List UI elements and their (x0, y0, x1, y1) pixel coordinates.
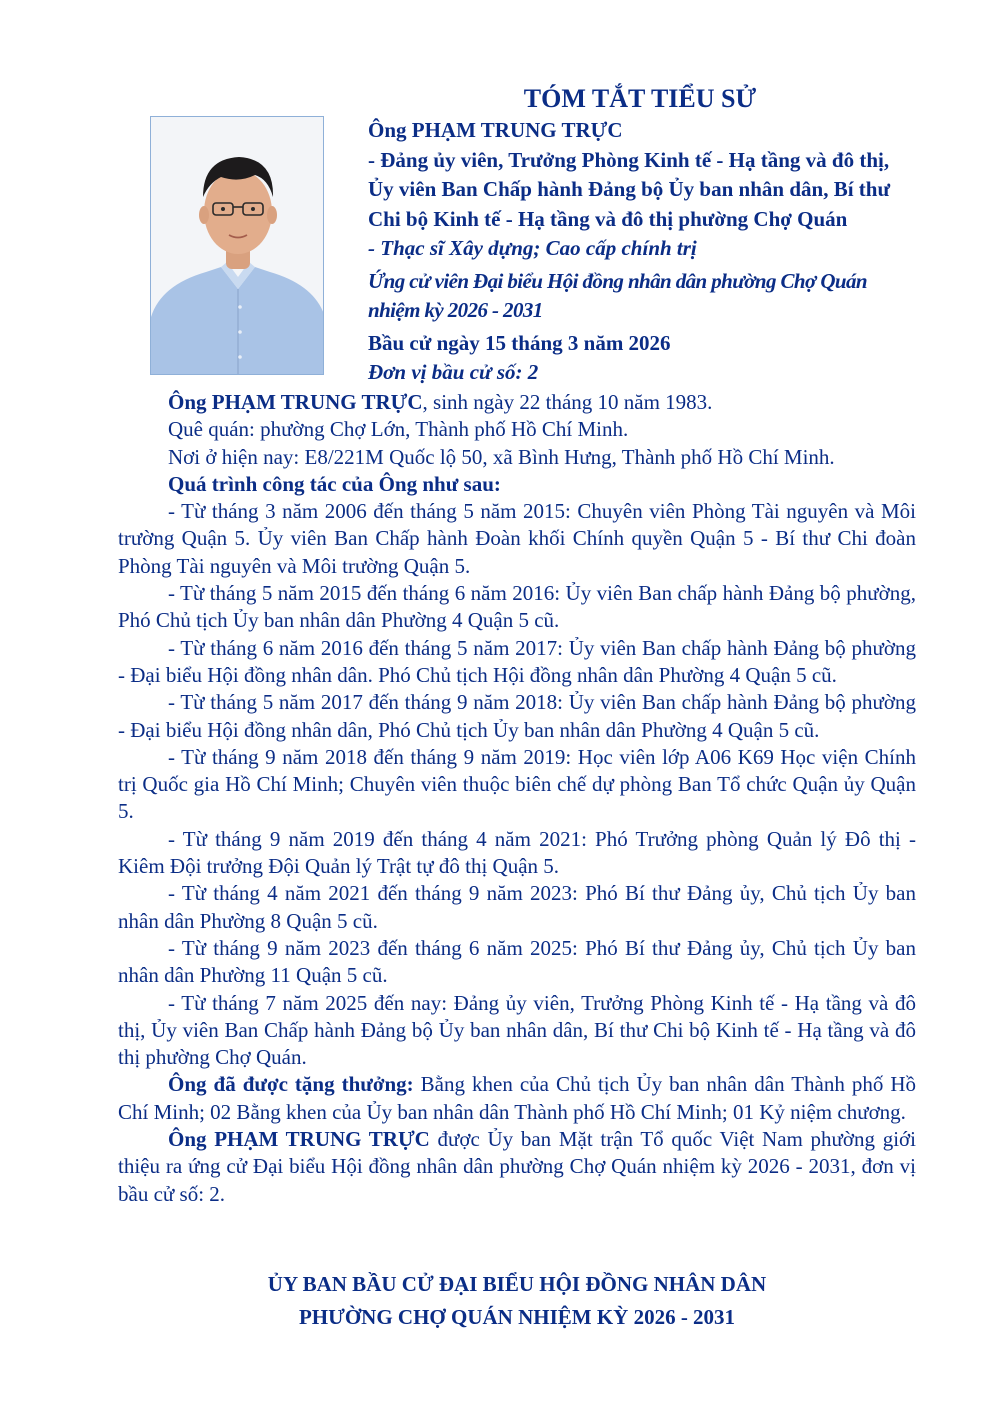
bio-birth (118, 389, 916, 416)
document-title: TÓM TẮT TIỂU SỬ (523, 84, 757, 113)
bio-birth-text: , sinh ngày 22 tháng 10 năm 1983. (422, 390, 713, 414)
nomination-text: được Ủy ban Mặt trận Tổ quốc Việt Nam phường giới thiệu ra ứng cử Đại biểu Hội đồng nhân dân phường Chợ Quán nhiệm kỳ 2026 - 2031, đơn vị bầu cử số: 2. (118, 1127, 916, 1206)
committee-line-1: ỦY BAN BẦU CỬ ĐẠI BIỂU HỘI ĐỒNG NHÂN DÂN (267, 1272, 767, 1296)
bio-residence: Nơi ở hiện nay: E8/221M Quốc lộ 50, xã Bình Hưng, Thành phố Hồ Chí Minh. (168, 444, 835, 469)
portrait-photo (150, 116, 324, 375)
awards-text: Bằng khen của Chủ tịch Ủy ban nhân dân Thành phố Hồ Chí Minh; 02 Bằng khen của Ủy ban nhân dân Thành phố Hồ Chí Minh; 01 Kỷ niệm chương. (118, 1072, 916, 1124)
biography-body (118, 389, 916, 1208)
electoral-district: Đơn vị bầu cử số: 2 (368, 360, 539, 384)
awards-heading: Ông đã được tặng thưởng: (168, 1072, 414, 1097)
election-date: Bầu cử ngày 15 tháng 3 năm 2026 (368, 330, 671, 355)
career-item: - Từ tháng 9 năm 2019 đến tháng 4 năm 2021: Phó Trưởng phòng Quản lý Đô thị - Kiêm Đội trưởng Đội Quản lý Trật tự đô thị Quận 5. (118, 826, 916, 879)
bio-hometown: Quê quán: phường Chợ Lớn, Thành phố Hồ Chí Minh. (168, 417, 629, 442)
career-item: - Từ tháng 7 năm 2025 đến nay: Đảng ủy viên, Trưởng Phòng Kinh tế - Hạ tầng và đô thị, Ủy viên Ban Chấp hành Đảng bộ Ủy ban nhân dân, Bí thư Chi bộ Kinh tế - Hạ tầng và đô thị phường Chợ Quán. (118, 990, 916, 1070)
career-item: - Từ tháng 9 năm 2018 đến tháng 9 năm 2019: Học viên lớp A06 K69 Học viện Chính trị Quốc gia Hồ Chí Minh; Chuyên viên thuộc biên chế dự phòng Ban Tổ chức Quận ủy Quận 5. (118, 744, 916, 824)
career-heading: Quá trình công tác của Ông như sau: (168, 471, 501, 496)
candidate-position: - Đảng ủy viên, Trưởng Phòng Kinh tế - Hạ tầng và đô thị, Ủy viên Ban Chấp hành Đảng bộ Ủy ban nhân dân, Bí thư Chi bộ Kinh tế - Hạ tầng và đô thị phường Chợ Quán (368, 147, 891, 231)
candidate-qualification: - Thạc sĩ Xây dựng; Cao cấp chính trị (368, 236, 697, 260)
career-item: - Từ tháng 3 năm 2006 đến tháng 5 năm 2015: Chuyên viên Phòng Tài nguyên và Môi trường Quận 5. Ủy viên Ban Chấp hành Đoàn khối Chính quyền Quận 5 - Bí thư Chi đoàn Phòng Tài nguyên và Môi trường Quận 5. (118, 499, 916, 578)
candidate-header (368, 116, 913, 388)
career-item: - Từ tháng 5 năm 2017 đến tháng 9 năm 2018: Ủy viên Ban chấp hành Đảng bộ phường - Đại biểu Hội đồng nhân dân, Phó Chủ tịch Ủy ban nhân dân Phường 4 Quận 5 cũ. (118, 690, 916, 742)
career-item: - Từ tháng 6 năm 2016 đến tháng 5 năm 2017: Ủy viên Ban chấp hành Đảng bộ phường - Đại biểu Hội đồng nhân dân. Phó Chủ tịch Hội đồng nhân dân Phường 4 Quận 5 cũ. (118, 635, 916, 687)
career-item: - Từ tháng 4 năm 2021 đến tháng 9 năm 2023: Phó Bí thư Đảng ủy, Chủ tịch Ủy ban nhân dân Phường 8 Quận 5 cũ. (118, 881, 916, 933)
career-item: - Từ tháng 9 năm 2023 đến tháng 6 năm 2025: Phó Bí thư Đảng ủy, Chủ tịch Ủy ban nhân dân Phường 11 Quận 5 cũ. (118, 935, 916, 988)
candidate-name: Ông PHẠM TRUNG TRỰC (368, 118, 623, 142)
candidacy-statement: Ứng cử viên Đại biểu Hội đồng nhân dân phường Chợ Quán nhiệm kỳ 2026 - 2031 (368, 268, 867, 322)
committee-line-2: PHƯỜNG CHỢ QUÁN NHIỆM KỲ 2026 - 2031 (298, 1305, 736, 1329)
awards-paragraph (118, 1071, 916, 1126)
bio-name: Ông PHẠM TRUNG TRỰC (168, 390, 423, 414)
issuing-committee (118, 1268, 916, 1334)
career-item: - Từ tháng 5 năm 2015 đến tháng 6 năm 2016: Ủy viên Ban chấp hành Đảng bộ phường, Phó Chủ tịch Ủy ban nhân dân Phường 4 Quận 5 cũ. (118, 581, 916, 633)
portrait-illustration (151, 117, 324, 375)
nomination-paragraph (118, 1126, 916, 1208)
nomination-name: Ông PHẠM TRUNG TRỰC (168, 1127, 430, 1152)
